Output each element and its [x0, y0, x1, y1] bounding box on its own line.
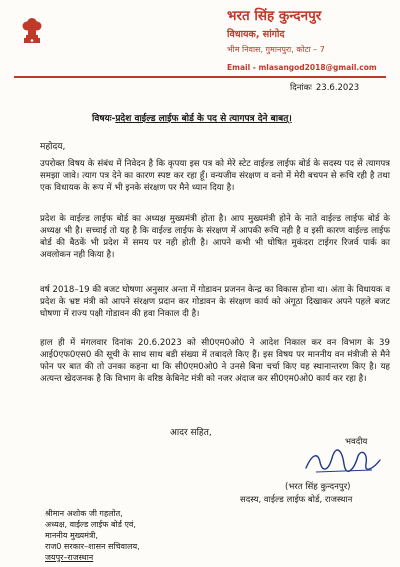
signatory-role: सदस्य, वाईल्ड लाईफ बोर्ड, राजस्थान	[240, 495, 353, 505]
date-row	[290, 82, 359, 93]
addressee-city: जयपुर–राजस्थान	[45, 553, 94, 562]
paragraph-1: उपरोक्त विषय के संबंध में निवेदन है कि कृपया इस पत्र को मेरे स्टेट वाईल्ड लाईफ बोर्ड के सदस्य पद से त्यागपत्र समझा जावे। त्याग पत्र देने का कारण स्पष्ट कर रहा हूँ। वन्यजीव संरक्षण व वनो में मेरी बचपन से रूचि रही है तथा एक विधायक के रूप में भी इनके संरक्षण पर मैने ध्यान दिया है।	[40, 159, 390, 193]
letterhead-address: भीम निवास, गुमानपुरा, कोटा – 7	[227, 45, 325, 54]
addressee-block	[45, 508, 140, 563]
signatory-name: (भरत सिंह कुन्दनपुर)	[285, 482, 351, 492]
letterhead-divider	[14, 76, 386, 78]
signature-icon	[302, 446, 384, 476]
letterhead-designation: विधायक, सांगोद	[227, 29, 285, 40]
subject-prefix: विषयः-	[92, 114, 116, 124]
paragraph-3: वर्ष 2018–19 की बजट घोषणा अनुसार अन्ता में गोडावन प्रजनन केन्द्र का विकास होना था। अंता के विधायक व प्रदेश के भ्रष्ट मंत्री को आपने संरक्षण प्रदान कर गोडावन के संरक्षण कार्य को अंगूठा दिखाकर अपने पहले बजट घोषणा में राज्य पक्षी गोडावन की हवा निकाल दी है।	[40, 285, 390, 319]
date-label: दिनांकः	[290, 83, 312, 93]
date-value: 23.6.2023	[315, 83, 360, 93]
letterhead-name: भरत सिंह कुन्दनपुर	[227, 8, 322, 24]
addressee-line-1: श्रीमान अशोक जी गहलोत,	[45, 509, 123, 518]
greeting: महोदय,	[40, 142, 66, 152]
paragraph-4: हाल ही में मंगलवार दिनांक 20.6.2023 को सी0एम0ओ0 ने आदेश निकाल कर वन विभाग के 39 आई0एफ0एस0 की सूची के साथ साथ बडी संख्या में तबादले किए हैं। इस विषय पर माननीय वन मंत्रीजी से मैने फोन पर बात की तो उनका कहना था कि सी0एम0ओ0 ने उनसे बिना चर्चा किए यह स्थानान्तरण किए है। यह अत्यन्त खेदजनक है कि विभाग के वरिष्ठ केबिनेट मंत्री को नजर अंदाज कर सी0एम0ओ0 कार्य कर रहा है।	[40, 338, 390, 384]
closing: आदर सहित,	[170, 428, 212, 438]
national-emblem-icon	[20, 12, 44, 46]
addressee-line-4: राज0 सरकार–शासन सचिवालय,	[45, 542, 140, 551]
subject-text: प्रदेश वाईल्ड लाईफ बोर्ड के पद से त्यागपत्र देने बाबत्।	[115, 114, 292, 124]
subject-line	[92, 111, 292, 124]
paragraph-2: प्रदेश के वाईल्ड लाईफ बोर्ड का अध्यक्ष मुख्यमंत्री होता है। आप मुख्यमंत्री होने के नाते वाईल्ड लाईफ बोर्ड के अध्यक्ष भी है। सच्चाई तो यह है कि वाईल्ड लाईफ के संरक्षण में आपकी रूचि नही है व इसी कारण वाईल्ड लाईफ बोर्ड की बैठकें भी प्रदेश में समय पर नही होती है। आपने कभी भी घोषित मुकंदरा टाईगर रिजर्व पार्क का अवलोकन नही किया है।	[40, 214, 390, 260]
letterhead-email: Email - mlasangod2018@gmail.com	[227, 63, 377, 72]
addressee-line-3: माननीय मुख्यमंत्री,	[45, 531, 98, 540]
yours-faithfully: भवदीय	[345, 437, 368, 447]
addressee-line-2: अध्यक्ष, वाईल्ड लाईफ बोर्ड एवं,	[45, 520, 136, 529]
